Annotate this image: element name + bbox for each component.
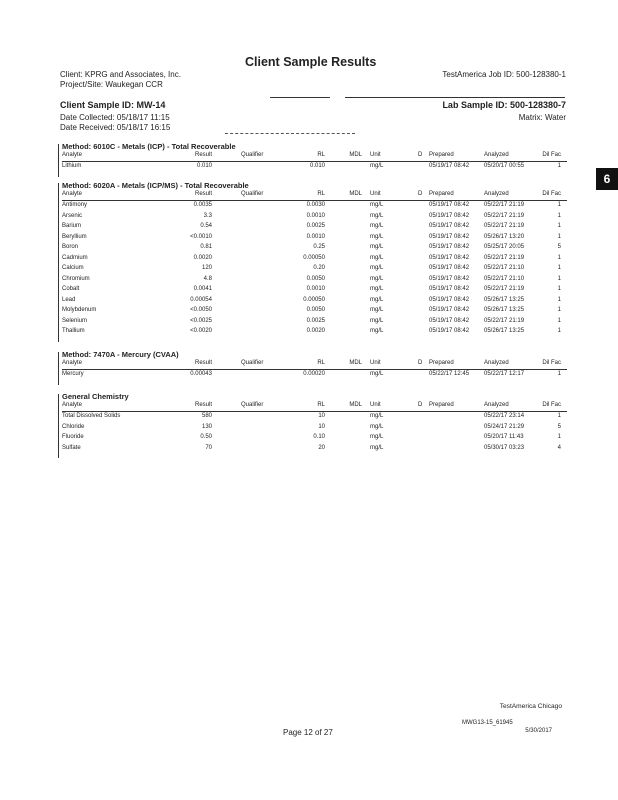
cell-rl: 0.0010 xyxy=(306,286,325,292)
section-title: Method: 6020A - Metals (ICP/MS) - Total Recoverable xyxy=(62,181,249,190)
cell-unit: mg/L xyxy=(370,233,384,240)
table-row xyxy=(62,445,567,455)
cell-unit: mg/L xyxy=(370,317,384,324)
cell-result: <0.0010 xyxy=(190,233,212,240)
cell-rl: 0.0020 xyxy=(306,328,325,334)
cell-unit: mg/L xyxy=(370,423,384,430)
cell-analyzed: 05/30/17 03:23 xyxy=(484,444,525,451)
cell-prepared: 05/22/17 12:45 xyxy=(429,371,470,377)
cell-result: 0.0035 xyxy=(193,202,212,208)
column-header-mdl: MDL xyxy=(349,360,362,366)
column-header-unit: Unit xyxy=(370,152,381,158)
cell-analyzed: 05/25/17 20:05 xyxy=(484,244,525,250)
cell-analyte: Chloride xyxy=(62,423,85,430)
cell-result: 0.50 xyxy=(200,434,212,440)
cell-prepared: 05/19/17 08:42 xyxy=(429,317,470,324)
section-rule xyxy=(58,394,59,458)
cell-analyzed: 05/22/17 21:10 xyxy=(484,265,525,271)
cell-result: 0.00054 xyxy=(190,296,212,303)
footer-lab-name: TestAmerica Chicago xyxy=(499,703,562,710)
column-header-rl: RL xyxy=(317,402,325,408)
client-name: Client: KPRG and Associates, Inc. xyxy=(60,70,181,79)
cell-analyte: Lead xyxy=(62,296,76,303)
cell-result: 70 xyxy=(205,444,212,451)
client-sample-id: Client Sample ID: MW-14 xyxy=(60,100,166,110)
cell-unit: mg/L xyxy=(370,244,384,250)
column-header-analyte: Analyte xyxy=(62,402,83,408)
cell-rl: 0.0010 xyxy=(306,212,325,219)
column-header-d: D xyxy=(418,152,423,158)
cell-analyzed: 05/22/17 21:19 xyxy=(484,212,525,219)
cell-dil: 1 xyxy=(557,202,561,208)
column-header-qualifier: Qualifier xyxy=(241,152,264,158)
cell-analyzed: 05/26/17 13:25 xyxy=(484,328,525,334)
cell-analyzed: 05/22/17 21:19 xyxy=(484,223,525,229)
column-header-analyte: Analyte xyxy=(62,191,83,197)
column-header-qualifier: Qualifier xyxy=(241,402,264,408)
table-row xyxy=(62,413,567,423)
cell-rl: 0.0025 xyxy=(306,223,325,229)
cell-rl: 20 xyxy=(318,444,325,451)
cell-rl: 0.20 xyxy=(313,265,325,271)
lab-sample-id: Lab Sample ID: 500-128380-7 xyxy=(442,100,566,110)
cell-analyte: Cobalt xyxy=(62,286,80,292)
header-underline xyxy=(62,369,567,370)
cell-analyzed: 05/22/17 12:17 xyxy=(484,371,525,377)
cell-dil: 1 xyxy=(557,163,561,169)
cell-prepared: 05/19/17 08:42 xyxy=(429,223,470,229)
date-collected: Date Collected: 05/18/17 11:15 xyxy=(60,113,170,122)
column-header-dil: Dil Fac xyxy=(542,402,561,408)
column-header-rl: RL xyxy=(317,191,325,197)
column-header-rl: RL xyxy=(317,152,325,158)
cell-dil: 1 xyxy=(557,328,561,334)
cell-unit: mg/L xyxy=(370,275,384,282)
cell-result: <0.0020 xyxy=(190,328,212,334)
section-title: Method: 7470A - Mercury (CVAA) xyxy=(62,350,179,359)
cell-result: <0.0025 xyxy=(190,317,212,324)
column-header-result: Result xyxy=(194,402,212,408)
cell-analyte: Fluoride xyxy=(62,434,84,440)
table-row xyxy=(62,163,567,173)
section-title: General Chemistry xyxy=(62,392,129,401)
cell-result: 0.010 xyxy=(196,163,212,169)
cell-result: 0.81 xyxy=(200,244,212,250)
page-title: Client Sample Results xyxy=(245,55,377,69)
column-header-result: Result xyxy=(194,152,212,158)
cell-prepared: 05/19/17 08:42 xyxy=(429,233,470,240)
table-row xyxy=(62,276,567,286)
table-row xyxy=(62,202,567,212)
cell-analyte: Boron xyxy=(62,244,79,250)
column-header-analyzed: Analyzed xyxy=(484,191,509,197)
column-header-dil: Dil Fac xyxy=(542,360,561,366)
cell-prepared: 05/19/17 08:42 xyxy=(429,296,470,303)
cell-rl: 0.25 xyxy=(313,244,325,250)
cell-analyte: Calcium xyxy=(62,265,84,271)
cell-analyte: Lithium xyxy=(62,163,82,169)
cell-unit: mg/L xyxy=(370,163,384,169)
column-header-analyzed: Analyzed xyxy=(484,360,509,366)
cell-prepared: 05/19/17 08:42 xyxy=(429,202,470,208)
cell-dil: 5 xyxy=(557,423,561,430)
cell-analyte: Total Dissolved Solids xyxy=(62,413,121,419)
table-row xyxy=(62,213,567,223)
cell-analyzed: 05/22/17 21:19 xyxy=(484,254,525,261)
cell-rl: 0.010 xyxy=(309,163,325,169)
cell-analyte: Selenium xyxy=(62,317,88,324)
cell-rl: 0.00020 xyxy=(303,371,325,377)
column-header-analyte: Analyte xyxy=(62,360,83,366)
section-rule xyxy=(58,183,59,342)
cell-result: 580 xyxy=(201,413,212,419)
cell-analyzed: 05/20/17 11:43 xyxy=(484,434,524,440)
cell-analyzed: 05/26/17 13:20 xyxy=(484,233,525,240)
cell-dil: 1 xyxy=(557,413,561,419)
column-header-prepared: Prepared xyxy=(429,402,454,408)
cell-analyte: Cadmium xyxy=(62,254,88,261)
cell-prepared: 05/19/17 08:42 xyxy=(429,254,470,261)
cell-dil: 4 xyxy=(557,444,561,451)
column-header-unit: Unit xyxy=(370,360,381,366)
cell-analyte: Sulfate xyxy=(62,444,81,451)
column-header-dil: Dil Fac xyxy=(542,191,561,197)
table-row xyxy=(62,286,567,296)
cell-analyzed: 05/22/17 21:10 xyxy=(484,275,525,282)
project-site: Project/Site: Waukegan CCR xyxy=(60,80,163,89)
cell-dil: 1 xyxy=(557,254,561,261)
cell-prepared: 05/19/17 08:42 xyxy=(429,328,470,334)
column-header-unit: Unit xyxy=(370,191,381,197)
cell-prepared: 05/19/17 08:42 xyxy=(429,212,470,219)
column-header-analyzed: Analyzed xyxy=(484,152,509,158)
section-title: Method: 6010C - Metals (ICP) - Total Recoverable xyxy=(62,142,236,151)
cell-result: 0.0041 xyxy=(193,286,212,292)
cell-dil: 1 xyxy=(557,275,561,282)
cell-analyte: Chromium xyxy=(62,275,90,282)
column-header-result: Result xyxy=(194,191,212,197)
cell-rl: 0.00050 xyxy=(303,254,325,261)
table-row xyxy=(62,371,567,381)
cell-dil: 1 xyxy=(557,212,561,219)
cell-result: 0.00043 xyxy=(190,371,212,377)
cell-analyte: Molybdenum xyxy=(62,307,97,313)
footer-date: 5/30/2017 xyxy=(525,728,552,734)
cell-rl: 0.0010 xyxy=(306,233,325,240)
table-row xyxy=(62,255,567,265)
cell-analyte: Antimony xyxy=(62,202,88,208)
table-row xyxy=(62,223,567,233)
cell-rl: 10 xyxy=(318,413,325,419)
cell-result: 0.0020 xyxy=(193,254,212,261)
column-header-qualifier: Qualifier xyxy=(241,191,264,197)
cell-result: 4.8 xyxy=(203,275,212,282)
cell-analyzed: 05/22/17 23:14 xyxy=(484,413,525,419)
decor-line xyxy=(345,97,565,98)
cell-dil: 1 xyxy=(557,286,561,292)
cell-analyzed: 05/20/17 00:55 xyxy=(484,163,525,169)
column-header-mdl: MDL xyxy=(349,191,362,197)
matrix: Matrix: Water xyxy=(518,113,566,122)
cell-unit: mg/L xyxy=(370,223,384,229)
column-header-analyzed: Analyzed xyxy=(484,402,509,408)
cell-analyte: Beryllium xyxy=(62,233,87,240)
column-header-rl: RL xyxy=(317,360,325,366)
cell-unit: mg/L xyxy=(370,444,384,451)
table-row xyxy=(62,424,567,434)
table-row xyxy=(62,244,567,254)
cell-analyte: Thallium xyxy=(62,328,85,334)
cell-analyzed: 05/26/17 13:25 xyxy=(484,296,525,303)
cell-prepared: 05/19/17 08:42 xyxy=(429,244,470,250)
cell-unit: mg/L xyxy=(370,212,384,219)
cell-rl: 0.0050 xyxy=(306,275,325,282)
table-row xyxy=(62,328,567,338)
cell-analyte: Barium xyxy=(62,223,82,229)
cell-rl: 0.0050 xyxy=(306,307,325,313)
cell-dil: 5 xyxy=(557,244,561,250)
column-header-d: D xyxy=(418,360,423,366)
cell-analyzed: 05/26/17 13:25 xyxy=(484,307,525,313)
column-header-mdl: MDL xyxy=(349,152,362,158)
decor-line xyxy=(225,133,355,134)
column-header-dil: Dil Fac xyxy=(542,152,561,158)
column-header-result: Result xyxy=(194,360,212,366)
header-underline xyxy=(62,161,567,162)
cell-prepared: 05/19/17 08:42 xyxy=(429,275,470,282)
cell-prepared: 05/19/17 08:42 xyxy=(429,163,470,169)
cell-dil: 1 xyxy=(557,233,561,240)
cell-unit: mg/L xyxy=(370,328,384,334)
cell-result: 130 xyxy=(201,423,212,430)
cell-prepared: 05/19/17 08:42 xyxy=(429,286,470,292)
column-header-unit: Unit xyxy=(370,402,381,408)
table-row xyxy=(62,234,567,244)
header-underline xyxy=(62,200,567,201)
cell-rl: 0.0025 xyxy=(306,317,325,324)
cell-unit: mg/L xyxy=(370,434,384,440)
cell-dil: 1 xyxy=(557,371,561,377)
cell-unit: mg/L xyxy=(370,307,384,313)
date-received: Date Received: 05/18/17 16:15 xyxy=(60,123,171,132)
cell-dil: 1 xyxy=(557,265,561,271)
column-header-analyte: Analyte xyxy=(62,152,83,158)
decor-line xyxy=(270,97,330,98)
cell-analyzed: 05/22/17 21:19 xyxy=(484,202,525,208)
cell-unit: mg/L xyxy=(370,254,384,261)
table-row xyxy=(62,318,567,328)
table-row xyxy=(62,307,567,317)
column-header-d: D xyxy=(418,402,423,408)
section-tab: 6 xyxy=(596,168,618,190)
cell-analyzed: 05/22/17 21:19 xyxy=(484,317,525,324)
cell-result: 0.54 xyxy=(200,223,212,229)
section-rule xyxy=(58,352,59,385)
cell-rl: 10 xyxy=(318,423,325,430)
cell-prepared: 05/19/17 08:42 xyxy=(429,307,470,313)
table-row xyxy=(62,434,567,444)
cell-unit: mg/L xyxy=(370,296,384,303)
footer-doc-code: MWG13-15_61945 xyxy=(462,720,513,726)
cell-unit: mg/L xyxy=(370,371,384,377)
header-underline xyxy=(62,411,567,412)
cell-dil: 1 xyxy=(557,223,561,229)
table-row xyxy=(62,265,567,275)
cell-result: <0.0050 xyxy=(190,307,212,313)
column-header-prepared: Prepared xyxy=(429,360,454,366)
cell-dil: 1 xyxy=(557,434,561,440)
cell-analyte: Arsenic xyxy=(62,212,83,219)
cell-result: 3.3 xyxy=(203,212,212,219)
cell-dil: 1 xyxy=(557,296,561,303)
cell-rl: 0.10 xyxy=(313,434,325,440)
cell-result: 120 xyxy=(201,265,212,271)
cell-unit: mg/L xyxy=(370,265,384,271)
cell-dil: 1 xyxy=(557,317,561,324)
column-header-mdl: MDL xyxy=(349,402,362,408)
page-number: Page 12 of 27 xyxy=(283,728,333,737)
cell-prepared: 05/19/17 08:42 xyxy=(429,265,470,271)
cell-rl: 0.0030 xyxy=(306,202,325,208)
column-header-prepared: Prepared xyxy=(429,152,454,158)
table-row xyxy=(62,297,567,307)
column-header-qualifier: Qualifier xyxy=(241,360,264,366)
job-id: TestAmerica Job ID: 500-128380-1 xyxy=(442,70,566,79)
cell-analyzed: 05/24/17 21:29 xyxy=(484,423,525,430)
cell-unit: mg/L xyxy=(370,286,384,292)
cell-analyzed: 05/22/17 21:19 xyxy=(484,286,525,292)
cell-analyte: Mercury xyxy=(62,371,84,377)
cell-rl: 0.00050 xyxy=(303,296,325,303)
cell-unit: mg/L xyxy=(370,202,384,208)
column-header-d: D xyxy=(418,191,423,197)
cell-unit: mg/L xyxy=(370,413,384,419)
column-header-prepared: Prepared xyxy=(429,191,454,197)
cell-dil: 1 xyxy=(557,307,561,313)
section-rule xyxy=(58,144,59,177)
